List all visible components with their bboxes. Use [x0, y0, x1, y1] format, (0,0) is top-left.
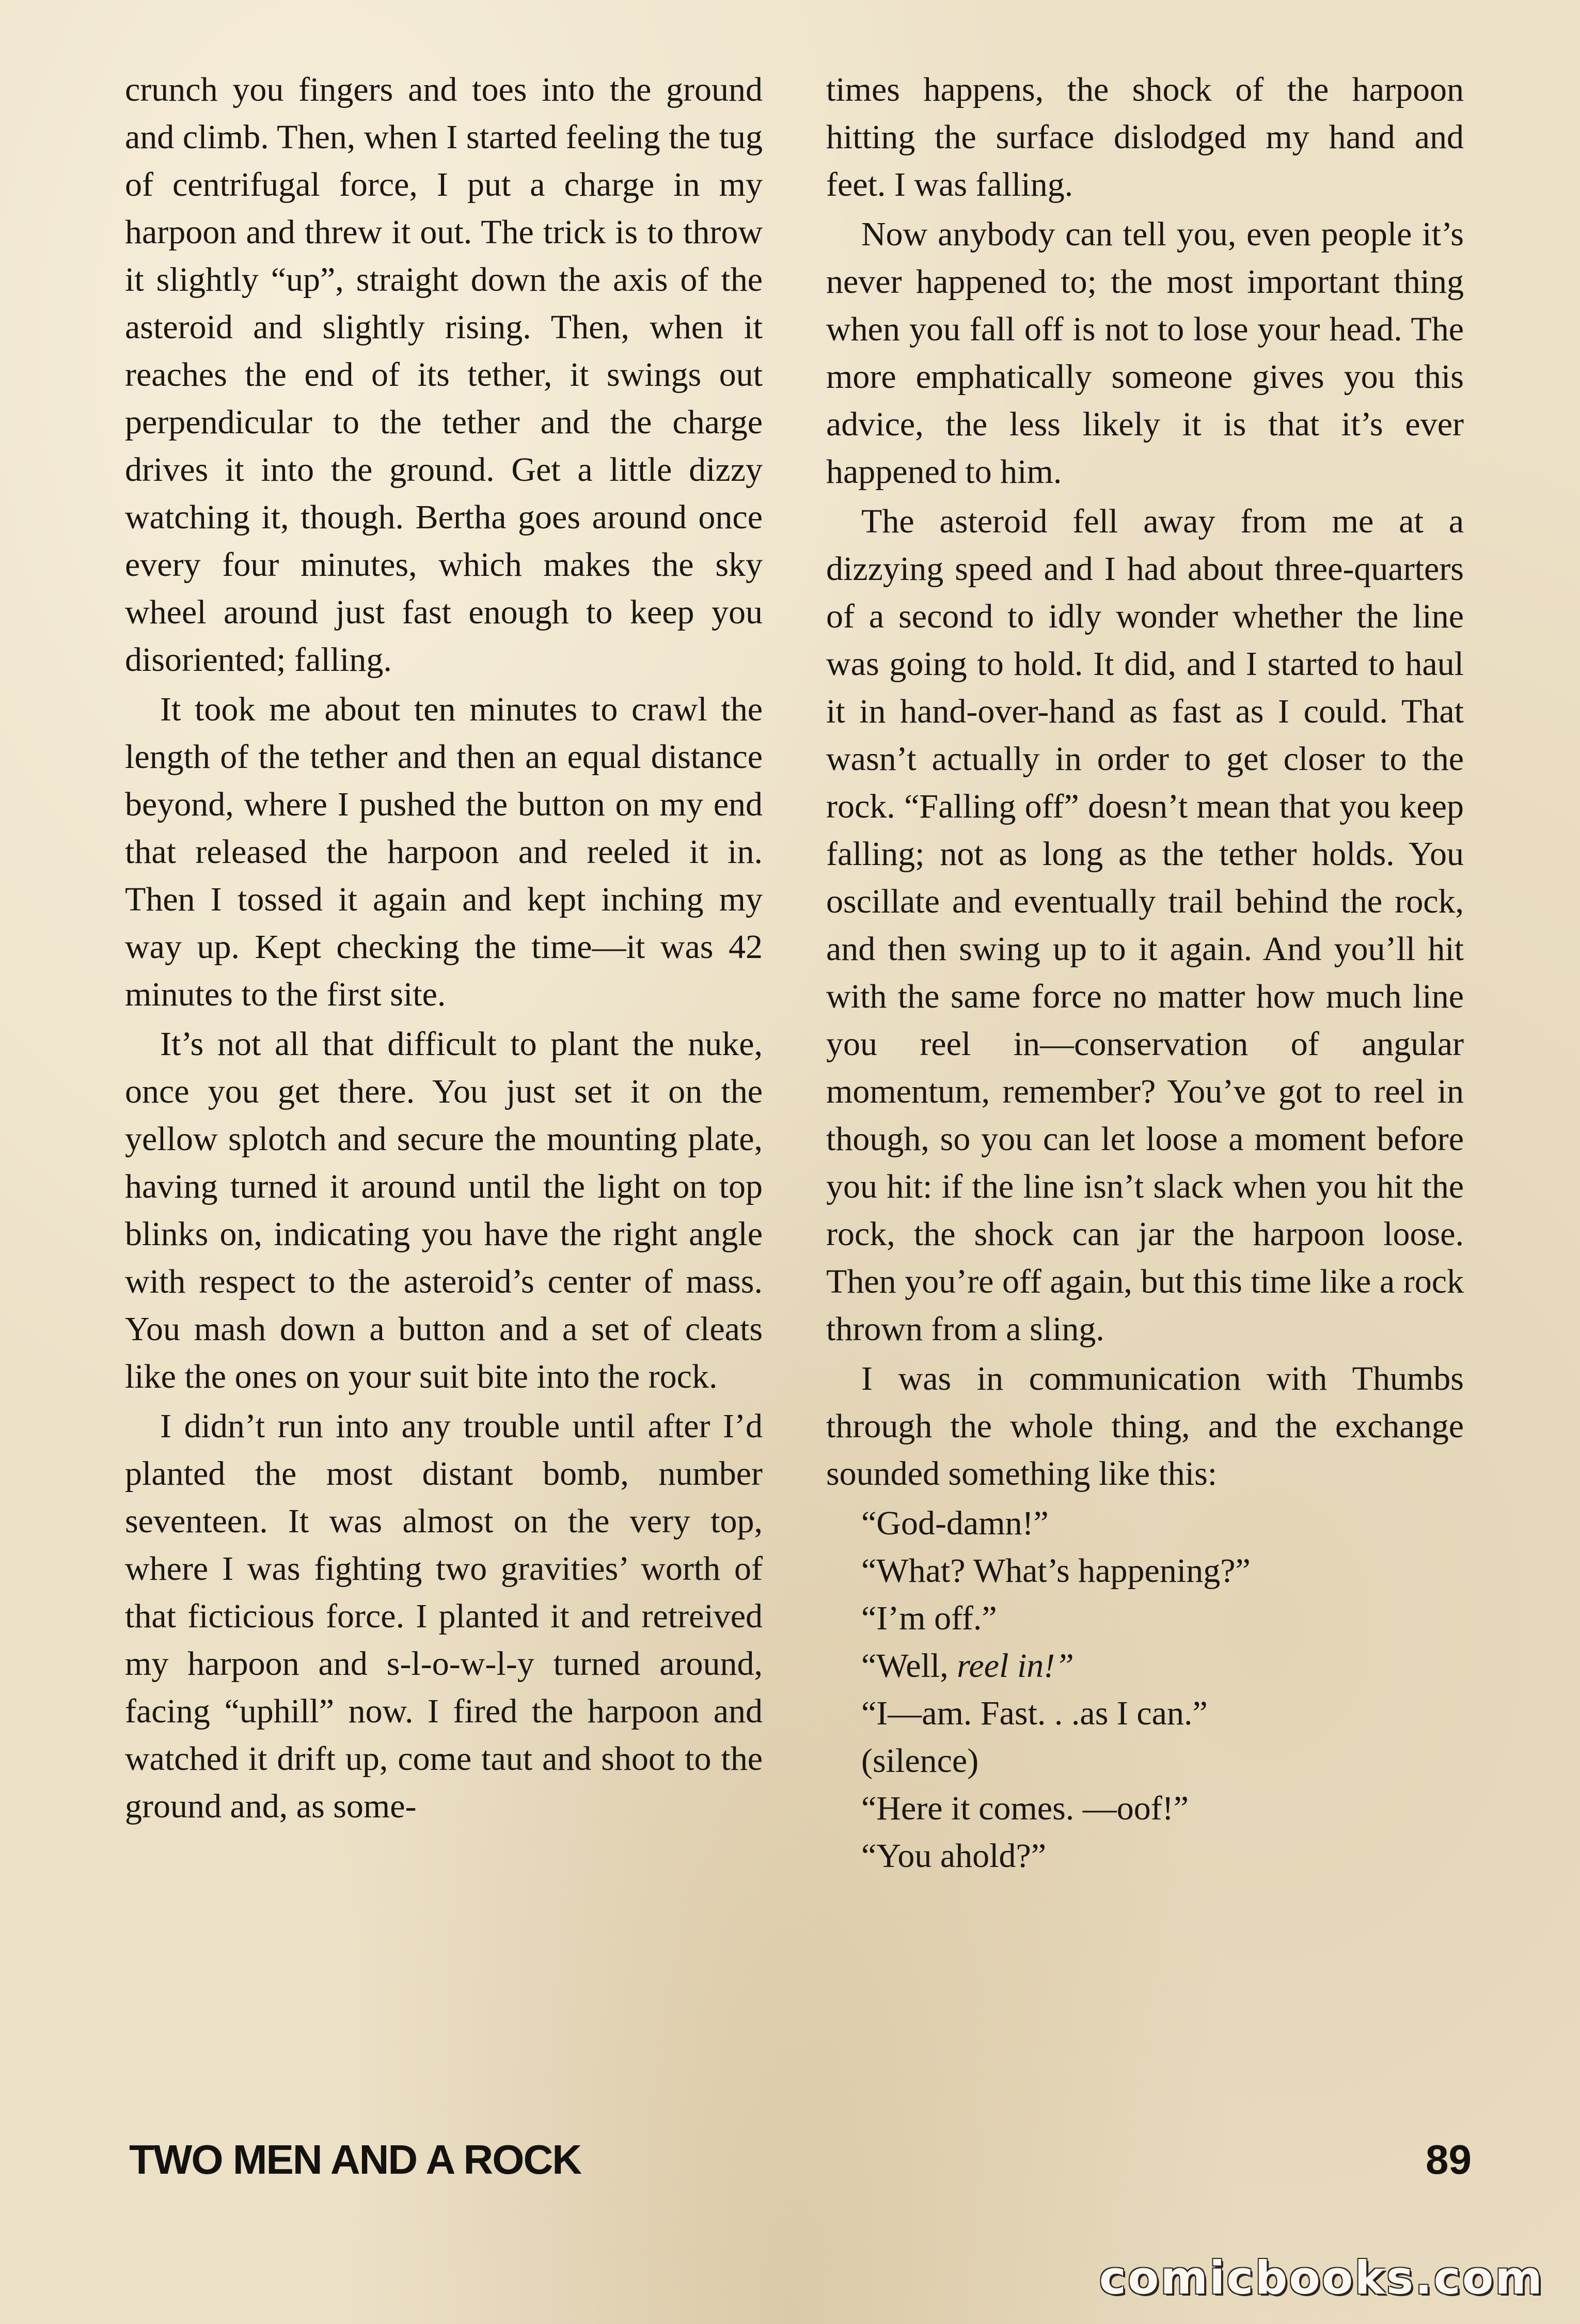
paragraph: It’s not all that difficult to plant the nuke, once you get there. You just set it on the yellow splotch and secure the mounting plate, having turned it around until the light on top blinks on, indicating you have the right angle with respect to the asteroid’s center of mass. You mash down a button and a set of cleats like the ones on your suit bite into the rock.: [125, 1025, 763, 1395]
dialogue-line: “God-damn!”: [861, 1504, 1049, 1542]
dialogue-line: “You ahold?”: [861, 1837, 1047, 1875]
running-footer-title: TWO MEN AND A ROCK: [129, 2137, 581, 2182]
dialogue-line: “I’m off.”: [861, 1599, 997, 1637]
dialogue-line: “I—am. Fast. . .as I can.”: [861, 1694, 1208, 1732]
paragraph: crunch you fingers and toes into the ground and climb. Then, when I started feeling the tug of centrifugal force, I put a charge in my harpoon and threw it out. The trick is to throw it slightly “up”, straight down the axis of the asteroid and slightly rising. Then, when it reaches the end of its tether, it swings out perpendicular to the tether and the charge drives it into the ground. Get a little dizzy watching it, though. Bertha goes around once every four minutes, which makes the sky wheel around just fast enough to keep you disoriented; falling.: [125, 71, 763, 679]
page-number: 89: [1426, 2137, 1472, 2182]
watermark: comicbooks.com: [1099, 2251, 1544, 2304]
dialogue-line: “What? What’s happening?”: [861, 1552, 1251, 1590]
paragraph: It took me about ten minutes to crawl the length of the tether and then an equal distance beyond, where I pushed the button on my end that released the harpoon and reeled it in. Then I tossed it again and kept inching my way up. Kept checking the time—it was 42 minutes to the first site.: [125, 690, 763, 1013]
left-column: [125, 66, 763, 1832]
paragraph: Now anybody can tell you, even people it’s never happened to; the most important thing when you fall off is not to lose your head. The more emphatically someone gives you this advice, the less likely it is that it’s ever happened to him.: [826, 215, 1464, 491]
paragraph: I didn’t run into any trouble until after I’d planted the most distant bomb, number seventeen. It was almost on the very top, where I was fighting two gravities’ worth of that ficticious force. I planted it and retreived my harpoon and s-l-o-w-l-y turned around, facing “uphill” now. I fired the harpoon and watched it drift up, come taut and shoot to the ground and, as some-: [125, 1407, 763, 1825]
dialogue-line: (silence): [861, 1742, 979, 1780]
dialogue-line: “Here it comes. —oof!”: [861, 1789, 1189, 1827]
paragraph: times happens, the shock of the harpoon hitting the surface dislodged my hand and feet. I was falling.: [826, 71, 1464, 203]
right-column: [826, 66, 1464, 1880]
paragraph: I was in communication with Thumbs through the whole thing, and the exchange sounded something like this:: [826, 1360, 1464, 1493]
dialogue-text: “Well,: [861, 1647, 957, 1685]
paragraph: The asteroid fell away from me at a dizzying speed and I had about three-quarters of a second to idly wonder whether the line was going to hold. It did, and I started to haul it in hand-over-hand as fast as I could. That wasn’t actually in order to get closer to the rock. “Falling off” doesn’t mean that you keep falling; not as long as the tether holds. You oscillate and eventually trail behind the rock, and then swing up to it again. And you’ll hit with the same force no matter how much line you reel in—conservation of angular momentum, remember? You’ve got to reel in though, so you can let loose a moment before you hit: if the line isn’t slack when you hit the rock, the shock can jar the harpoon loose. Then you’re off again, but this time like a rock thrown from a sling.: [826, 503, 1464, 1348]
dialogue-line: [826, 1642, 1464, 1690]
dialogue-italic-text: reel in!”: [957, 1647, 1074, 1685]
